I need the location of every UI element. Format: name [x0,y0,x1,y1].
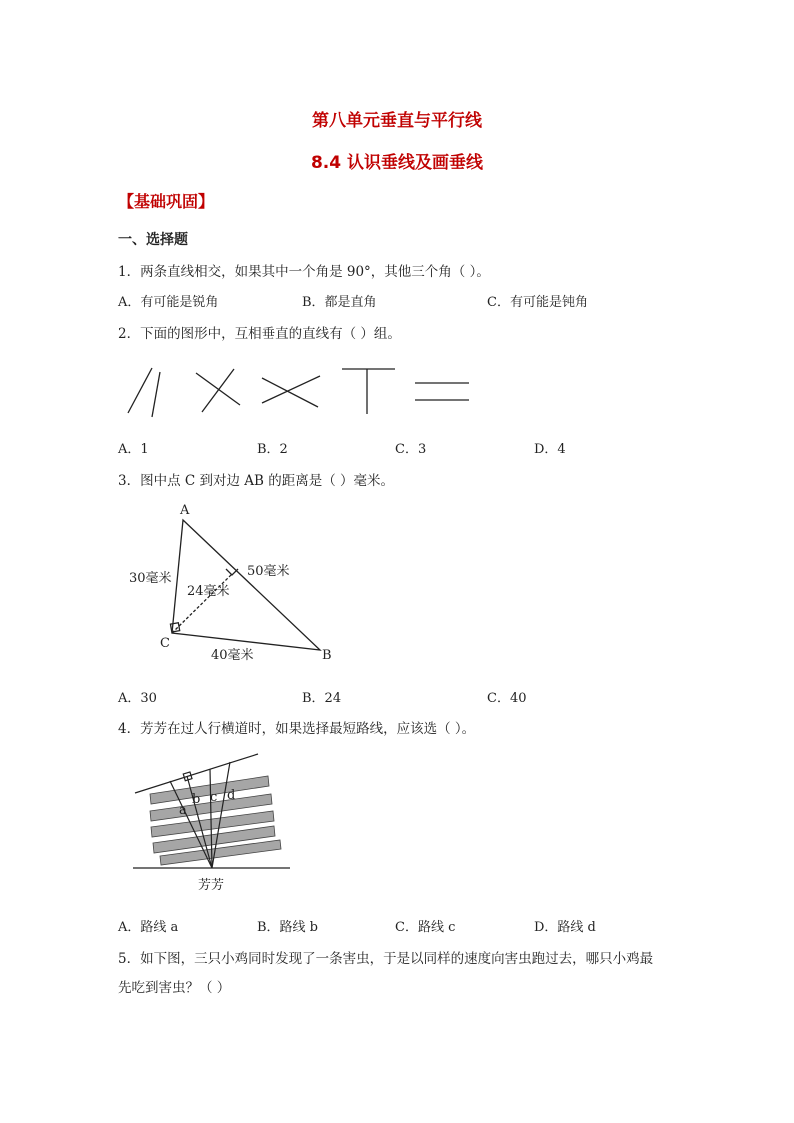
question-4-text: 4．芳芳在过人行横道时，如果选择最短路线，应该选（ ）。 [118,721,476,737]
q4-option-b[interactable]: B．路线 b [257,920,319,935]
unit-title: 第八单元垂直与平行线 [312,111,482,131]
q4-option-a[interactable]: A．路线 a [118,920,179,935]
q3-label-ab: 50毫米 [247,564,290,579]
subsection-heading: 一、选择题 [118,232,188,248]
q1-option-b[interactable]: B．都是直角 [302,295,377,310]
question-3-text: 3．图中点 C 到对边 AB 的距离是（ ）毫米。 [118,473,395,489]
question-1-text: 1．两条直线相交，如果其中一个角是 90°，其他三个角（ ）。 [118,264,490,280]
lesson-title: 8.4 认识垂线及画垂线 [310,153,484,173]
q3-label-a: A [180,503,190,518]
q4-option-d[interactable]: D．路线 d [534,920,596,935]
q3-label-c: C [160,636,170,651]
q4-option-c[interactable]: C．路线 c [395,920,456,935]
q4-label-a: a [179,803,187,818]
q4-label-b: b [192,792,201,807]
q3-label-bc: 40毫米 [211,648,254,663]
q3-label-b: B [322,648,332,663]
q4-label-c: c [210,790,218,805]
section-heading: 【基础巩固】 [118,192,215,211]
question-5-text-line1: 5．如下图，三只小鸡同时发现了一条害虫，于是以同样的速度向害虫跑过去，哪只小鸡最 [118,951,654,967]
q3-label-ac: 30毫米 [129,571,172,586]
q3-label-height: 24毫米 [187,584,230,599]
q2-option-d[interactable]: D．4 [534,442,566,457]
q3-option-b[interactable]: B．24 [302,691,342,706]
q1-option-c[interactable]: C．有可能是钝角 [487,295,588,310]
q4-label-person: 芳芳 [198,878,225,893]
q1-option-a[interactable]: A．有可能是锐角 [118,295,219,310]
question-2-text: 2．下面的图形中，互相垂直的直线有（ ）组。 [118,326,401,342]
q3-option-c[interactable]: C．40 [487,691,527,706]
q2-option-c[interactable]: C．3 [395,442,427,457]
q2-option-b[interactable]: B．2 [257,442,288,457]
q2-option-a[interactable]: A．1 [118,442,149,457]
q3-option-a[interactable]: A．30 [118,691,157,706]
question-5-text-line2: 先吃到害虫？（ ） [118,980,231,996]
q4-label-d: d [227,788,236,803]
